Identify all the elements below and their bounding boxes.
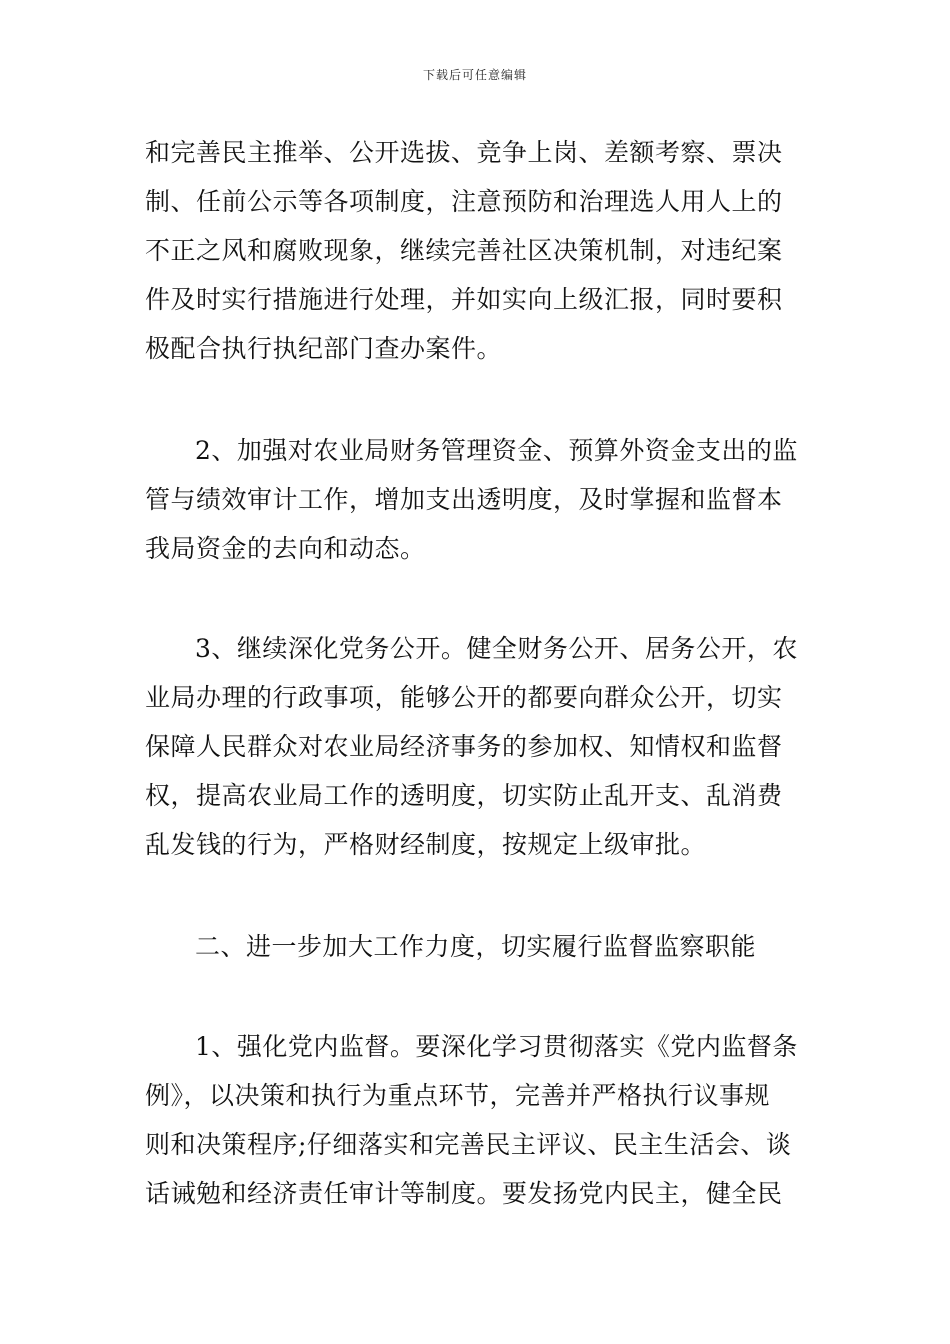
- text-line: 1、强化党内监督。要深化学习贯彻落实《党内监督条: [195, 1032, 798, 1061]
- section-heading: [145, 922, 810, 971]
- text-line: 保障人民群众对农业局经济事务的参加权、知情权和监督: [145, 732, 783, 761]
- text-line: 管与绩效审计工作，增加支出透明度，及时掌握和监督本: [145, 485, 783, 514]
- text-line: 例》，以决策和执行为重点环节，完善并严格执行议事规: [145, 1081, 771, 1110]
- text-line: 乱发钱的行为，严格财经制度，按规定上级审批。: [145, 830, 707, 859]
- paragraph-party-affairs-openness: [145, 624, 810, 869]
- text-line: 我局资金的去向和动态。: [145, 534, 426, 563]
- text-line: 权，提高农业局工作的透明度，切实防止乱开支、乱消费: [145, 781, 783, 810]
- paragraph-democratic-systems: [145, 128, 810, 373]
- header-note: 下载后可任意编辑: [422, 68, 527, 82]
- text-line: 话诫勉和经济责任审计等制度。要发扬党内民主，健全民: [145, 1179, 783, 1208]
- text-line: 极配合执行执纪部门查办案件。: [145, 334, 503, 363]
- text-line: 制、任前公示等各项制度，注意预防和治理选人用人上的: [145, 187, 783, 216]
- text-line: 和完善民主推举、公开选拔、竞争上岗、差额考察、票决: [145, 138, 783, 167]
- text-line: 件及时实行措施进行处理，并如实向上级汇报，同时要积: [145, 285, 783, 314]
- text-line: 3、继续深化党务公开。健全财务公开、居务公开，农: [195, 634, 798, 663]
- text-line: 业局办理的行政事项，能够公开的都要向群众公开，切实: [145, 683, 783, 712]
- paragraph-finance-supervision: [145, 426, 810, 573]
- paragraph-intra-party-supervision: [145, 1022, 810, 1218]
- text-line: 2、加强对农业局财务管理资金、预算外资金支出的监: [195, 436, 798, 465]
- text-line: 不正之风和腐败现象，继续完善社区决策机制，对违纪案: [145, 236, 783, 265]
- heading-line: 二、进一步加大工作力度，切实履行监督监察职能: [195, 932, 757, 961]
- text-line: 则和决策程序;仔细落实和完善民主评议、民主生活会、谈: [145, 1130, 792, 1159]
